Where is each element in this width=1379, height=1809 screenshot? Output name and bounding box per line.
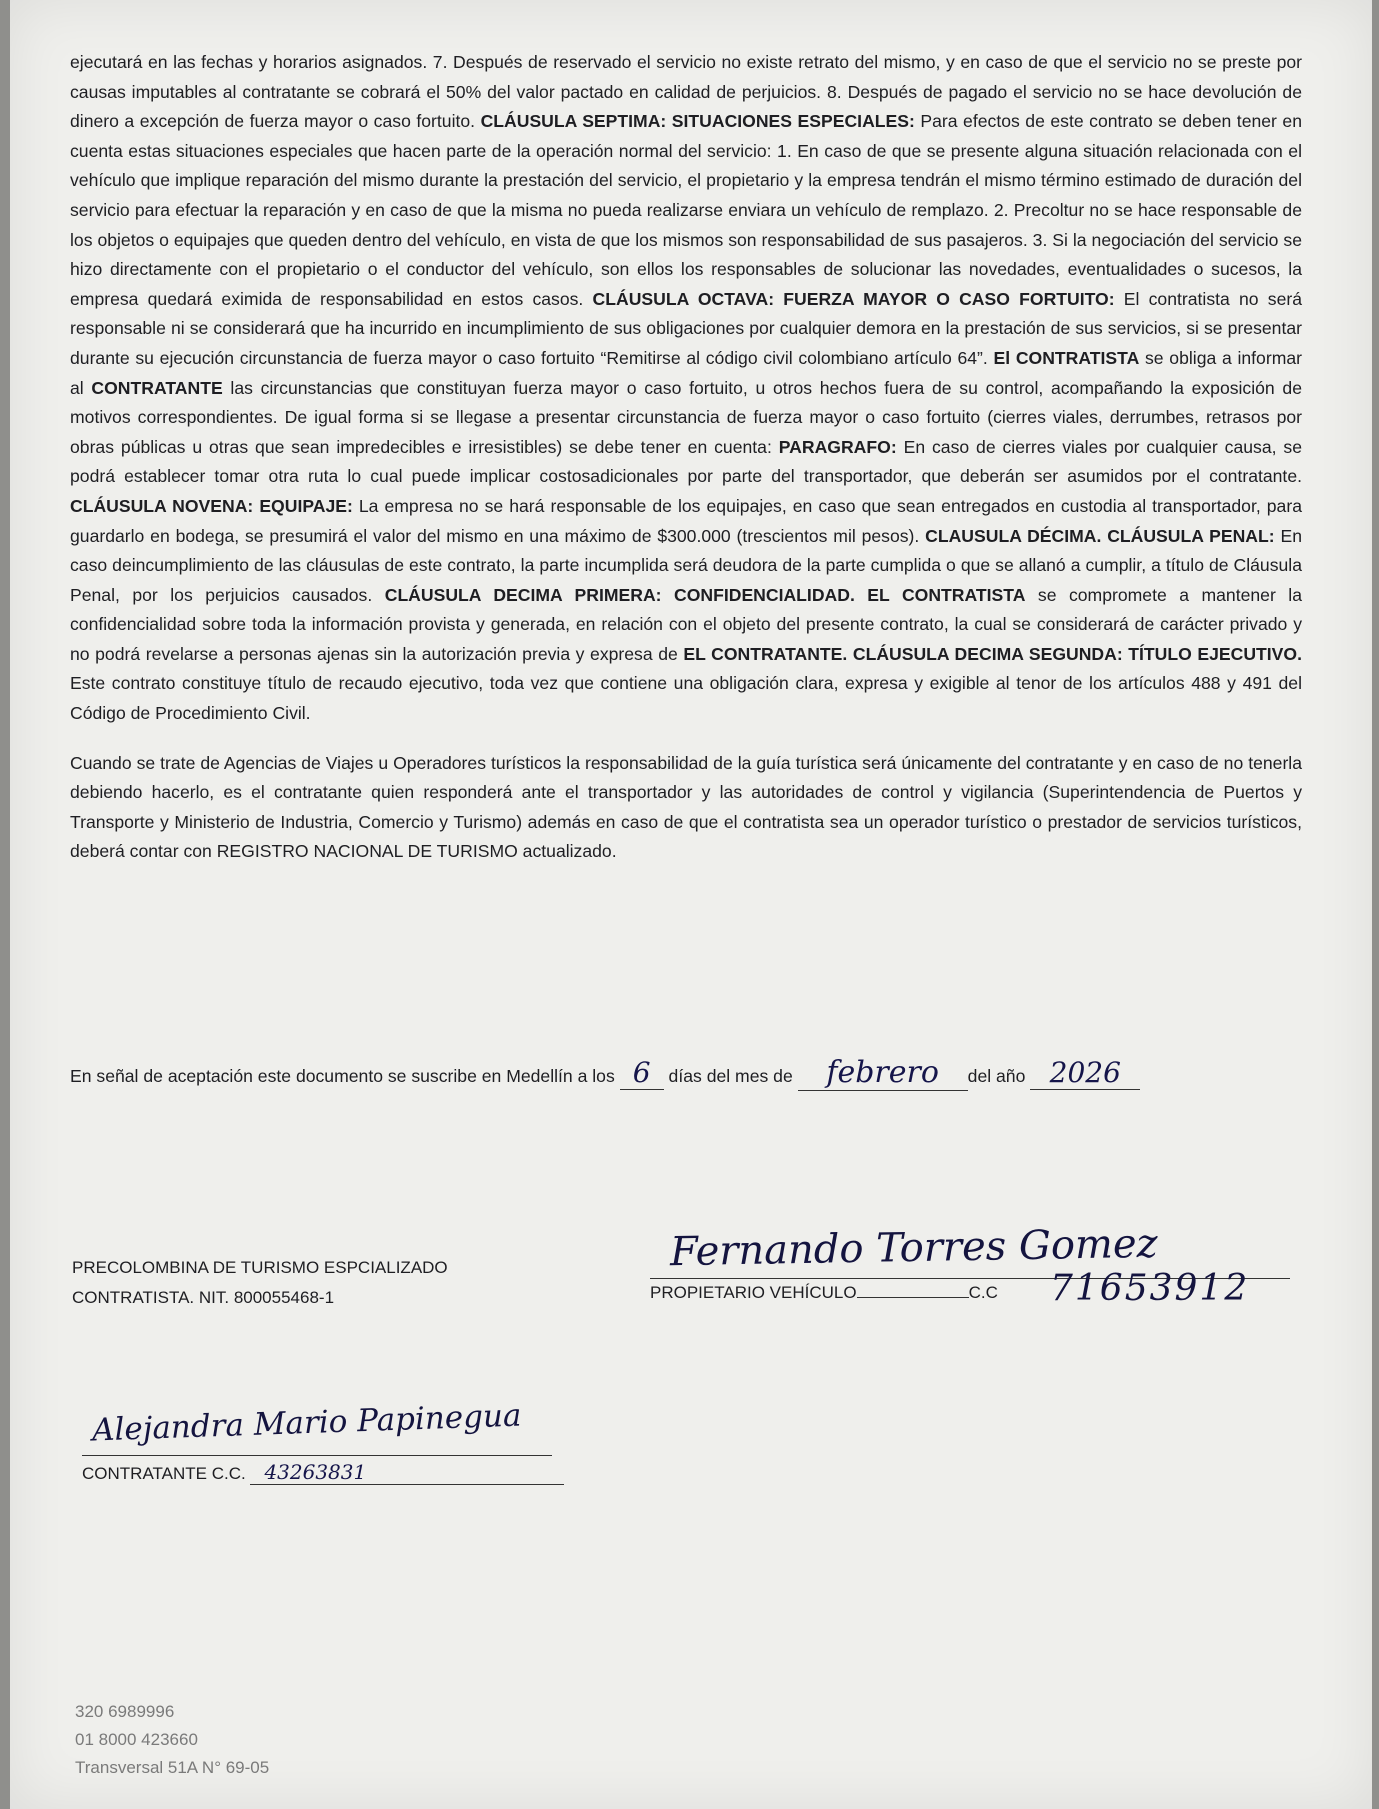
month-field: febrero: [798, 1055, 968, 1091]
clause-text: El contratista no será responsable ni se considerará que ha incurrido en incumplimiento de sus obligaciones por cualquier demora en la prestación de sus servicios, si se presentar durante su ejecución circunstancia de fuerza mayor o caso fortuito “Remitirse al código civil colombiano artículo 64”.: [70, 288, 1302, 368]
client-signature-line: [82, 1455, 552, 1456]
owner-signature: Fernando Torres Gomez: [669, 1220, 1159, 1276]
contract-clauses: [70, 48, 1302, 867]
paragrafo-heading: PARAGRAFO:: [778, 436, 897, 457]
acceptance-line: [70, 1055, 1302, 1091]
owner-cc-value: 71653912: [1050, 1268, 1250, 1309]
year-label: del año: [967, 1066, 1026, 1086]
acceptance-mid: días del mes de: [668, 1066, 793, 1086]
footer-contact: [75, 1698, 269, 1782]
clause-text: En caso deincumplimiento de las cláusulas de este contrato, la parte incumplida será deudora de la parte cumplida o que se allanó a cumplir, a título de Cláusula Penal, por los perjuicios causados.: [70, 525, 1302, 605]
clause-heading-decima: CLAUSULA DÉCIMA. CLÁUSULA PENAL:: [925, 525, 1275, 546]
owner-label-row: [650, 1283, 998, 1303]
footer-phone-2: 01 8000 423660: [75, 1730, 198, 1749]
client-label: CONTRATANTE C.C.: [82, 1464, 246, 1483]
contractor-block: [72, 1253, 448, 1313]
clause-text: las circunstancias que constituyan fuerza mayor o caso fortuito, u otros hechos fuera de su control, acompañando la exposición de motivos correspondientes. De igual forma si se llegase a presentar circunstancia de fuerza mayor o caso fortuito (cierres viales, derrumbes, retrasos por obras públicas u otras que sean impredecibles e irresistibles) se debe tener en cuenta:: [70, 377, 1302, 457]
clause-heading-septima: CLÁUSULA SEPTIMA: SITUACIONES ESPECIALES:: [480, 111, 915, 132]
clauses-paragraph: [70, 48, 1302, 729]
client-signature: Alejandra Mario Papinegua: [91, 1397, 522, 1449]
keyword-contratista: El CONTRATISTA: [993, 347, 1140, 368]
clause-heading-novena: CLÁUSULA NOVENA: EQUIPAJE:: [70, 495, 353, 516]
year-field: 2026: [1030, 1056, 1140, 1090]
footer-address: Transversal 51A N° 69-05: [75, 1758, 270, 1777]
client-label-row: [82, 1460, 564, 1485]
clause-text: Para efectos de este contrato se deben tener en cuenta estas situaciones especiales que hacen parte de la operación normal del servicio: 1. En caso de que se presente alguna situación relacionada con el vehículo que implique reparación del mismo durante la prestación del servicio, el propietario y la empresa tendrán el mismo término estimado de duración del servicio para efectuar la reparación y en caso de que la misma no pueda realizarse enviara un vehículo de remplazo. 2. Precoltur no se hace responsable de los objetos o equipajes que queden dentro del vehículo, en vista de que los mismos son responsabilidad de sus pasajeros. 3. Si la negociación del servicio se hizo directamente con el propietario o el conductor del vehículo, son ellos los responsables de solucionar las novedades, eventualidades o sucesos, la empresa quedará eximida de responsabilidad en estos casos.: [70, 111, 1302, 309]
footer-phone-1: 320 6989996: [75, 1702, 175, 1721]
clause-text: se compromete a mantener la confidencialidad sobre toda la información provista y generada, en relación con el objeto del presente contrato, la cual se considerará de carácter privado y no podrá revelarse a personas ajenas sin la autorización previa y expresa de: [70, 584, 1302, 664]
clause-text: La empresa no se hará responsable de los equipajes, en caso que sean entregados en custodia al transportador, para guardarlo en bodega, se presumirá el valor del mismo en una máximo de $300.000 (trescientos mil pesos).: [70, 495, 1302, 546]
owner-cc-label: C.C: [968, 1283, 998, 1302]
document-sheet: [10, 0, 1372, 1809]
clause-text: En caso de cierres viales por cualquier causa, se podrá establecer tomar otra ruta lo cual puede implicar costosadicionales por parte del transportador, que deberán ser asumidos por el contratante.: [70, 436, 1302, 487]
owner-label: PROPIETARIO VEHÍCULO: [650, 1283, 857, 1302]
clause-heading-decima-primera: CLÁUSULA DECIMA PRIMERA: CONFIDENCIALIDAD. EL CONTRATISTA: [384, 584, 1026, 605]
clause-text: ejecutará en las fechas y horarios asignados. 7. Después de reservado el servicio no existe retrato del mismo, y en caso de que el servicio no se preste por causas imputables al contratante se cobrará el 50% del valor pactado en calidad de perjuicios. 8. Después de pagado el servicio no se hace devolución de dinero a excepción de fuerza mayor o caso fortuito.: [70, 52, 1302, 132]
day-field: 6: [620, 1056, 664, 1090]
client-cc-value: 43263831: [250, 1460, 564, 1485]
clause-text: Este contrato constituye título de recaudo ejecutivo, toda vez que contiene una obligación clara, expresa y exigible al tenor de los artículos 488 y 491 del Código de Procedimiento Civil.: [70, 673, 1302, 724]
clause-heading-decima-segunda: EL CONTRATANTE. CLÁUSULA DECIMA SEGUNDA: TÍTULO EJECUTIVO.: [683, 643, 1302, 664]
acceptance-prefix: En señal de aceptación este documento se suscribe en Medellín a los: [70, 1066, 615, 1086]
contractor-company: PRECOLOMBINA DE TURISMO ESPCIALIZADO: [72, 1258, 448, 1277]
contractor-nit: CONTRATISTA. NIT. 800055468-1: [72, 1288, 335, 1307]
clause-heading-octava: CLÁUSULA OCTAVA: FUERZA MAYOR O CASO FORTUITO:: [592, 288, 1115, 309]
clause-text: se obliga a informar al: [70, 347, 1302, 398]
keyword-contratante: CONTRATANTE: [91, 377, 223, 398]
agencies-paragraph: Cuando se trate de Agencias de Viajes u Operadores turísticos la responsabilidad de la guía turística será únicamente del contratante y en caso de no tenerla debiendo hacerlo, es el contratante quien responderá ante el transportador y las autoridades de control y vigilancia (Superintendencia de Puertos y Transporte y Ministerio de Industria, Comercio y Turismo) además en caso de que el contratista sea un operador turístico o prestador de servicios turísticos, deberá contar con REGISTRO NACIONAL DE TURISMO actualizado.: [70, 752, 1302, 862]
